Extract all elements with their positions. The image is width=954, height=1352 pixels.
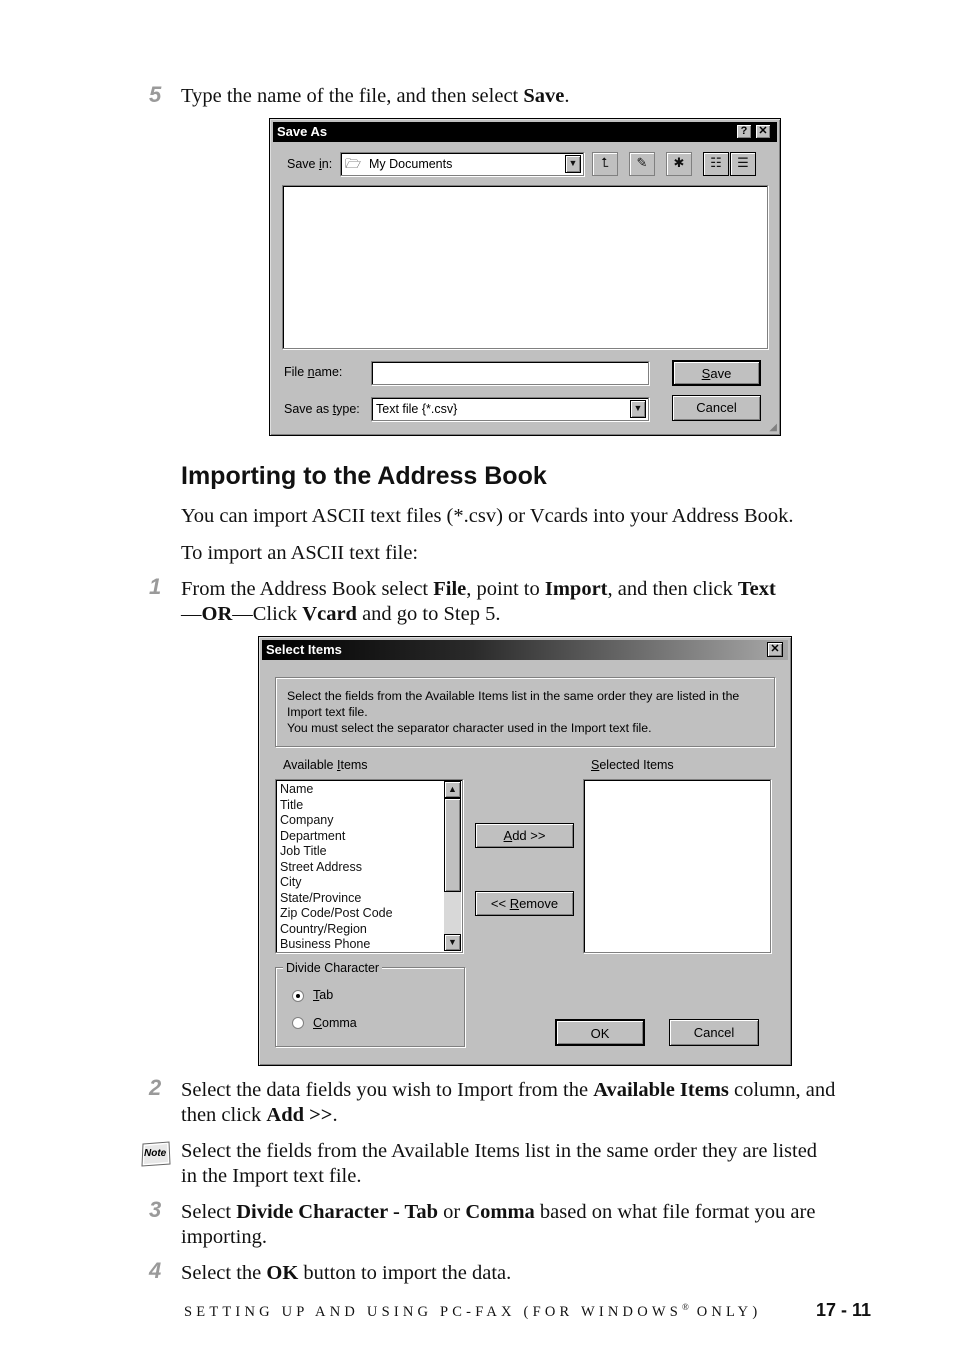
chevron-down-icon[interactable]: ▼ bbox=[630, 400, 646, 418]
available-items bbox=[280, 782, 393, 953]
file-name-label: File name: bbox=[284, 365, 343, 379]
step-1-text: From the Address Book select File, point to Import, and then click Text —OR—Click Vcard and go to Step 5. bbox=[181, 578, 776, 625]
chevron-down-icon[interactable]: ▼ bbox=[565, 155, 581, 173]
tab-radio[interactable] bbox=[292, 990, 304, 1002]
save-as-type-label: Save as type: bbox=[284, 402, 360, 416]
comma-label: Comma bbox=[313, 1016, 357, 1030]
available-items-label: Available Items bbox=[283, 758, 368, 772]
step-4-text: Select the OK button to import the data. bbox=[181, 1262, 512, 1284]
step-number: 2 bbox=[149, 1075, 162, 1100]
select-items-dialog bbox=[258, 636, 792, 1066]
step-3-text: Select Divide Character - Tab or Comma based on what file format you are importing. bbox=[181, 1201, 816, 1248]
divide-character-label: Divide Character bbox=[283, 961, 382, 975]
add-button[interactable]: Add >> bbox=[475, 823, 574, 848]
note-icon: Note bbox=[140, 1140, 172, 1168]
step-number: 4 bbox=[149, 1258, 162, 1283]
new-folder-icon[interactable]: ✱ bbox=[666, 152, 692, 176]
info-line: Import text file. bbox=[287, 705, 368, 719]
dialog-title: Save As bbox=[273, 122, 777, 142]
save-in-label: Save in: bbox=[287, 157, 333, 171]
info-line: Select the fields from the Available Items list in the same order they are listed in the bbox=[287, 689, 740, 703]
section-heading: Importing to the Address Book bbox=[181, 462, 547, 490]
close-button[interactable]: ✕ bbox=[755, 124, 771, 139]
up-folder-icon[interactable]: ⮤ bbox=[592, 152, 618, 176]
comma-radio[interactable] bbox=[292, 1017, 304, 1029]
remove-button[interactable]: << Remove bbox=[475, 891, 574, 916]
step-number: 3 bbox=[149, 1197, 162, 1222]
selected-items-label: Selected Items bbox=[591, 758, 674, 772]
info-box bbox=[275, 677, 775, 747]
list-item[interactable]: City bbox=[280, 875, 302, 889]
file-name-input[interactable] bbox=[371, 361, 649, 385]
ok-button[interactable]: OK bbox=[555, 1019, 645, 1046]
list-item[interactable]: Zip Code/Post Code bbox=[280, 906, 393, 920]
list-item[interactable]: Company bbox=[280, 813, 334, 827]
list-item[interactable]: State/Province bbox=[280, 890, 362, 905]
info-line: You must select the separator character used in the Import text file. bbox=[287, 721, 652, 735]
list-view-icon[interactable]: ☷ bbox=[703, 152, 729, 176]
list-item[interactable]: Country/Region bbox=[280, 921, 367, 936]
instruction-paragraph: To import an ASCII text file: bbox=[181, 542, 419, 564]
step-number: 5 bbox=[149, 82, 162, 107]
list-item[interactable]: Department bbox=[280, 828, 346, 843]
list-item[interactable]: Job Title bbox=[280, 844, 327, 858]
tab-label: Tab bbox=[313, 988, 334, 1002]
save-in-value: My Documents bbox=[369, 157, 453, 171]
step-2-text: Select the data fields you wish to Import from the Available Items column, and then click Add >>. bbox=[181, 1079, 836, 1126]
close-button[interactable]: ✕ bbox=[767, 642, 783, 657]
details-view-icon[interactable]: ☰ bbox=[730, 152, 756, 176]
available-items-list[interactable] bbox=[275, 779, 463, 953]
list-item[interactable]: Street Address bbox=[280, 859, 362, 874]
file-list-pane[interactable] bbox=[282, 185, 768, 349]
page-number: 17 - 11 bbox=[816, 1300, 872, 1320]
list-item[interactable]: Title bbox=[280, 797, 304, 812]
save-as-type-value: Text file {*.csv} bbox=[376, 402, 458, 416]
save-as-dialog bbox=[269, 118, 781, 436]
folder-icon: 🗁 bbox=[345, 157, 362, 172]
save-button[interactable]: Save bbox=[672, 360, 761, 386]
intro-paragraph: You can import ASCII text files (*.csv) or Vcards into your Address Book. bbox=[181, 505, 794, 527]
list-item[interactable]: Business Phone bbox=[280, 937, 371, 951]
scrollbar[interactable] bbox=[444, 781, 461, 951]
step-5-text: Type the name of the file, and then select Save. bbox=[181, 85, 570, 107]
save-in-dropdown[interactable] bbox=[340, 152, 584, 176]
scroll-thumb[interactable] bbox=[444, 798, 461, 892]
cancel-button[interactable]: Cancel bbox=[669, 1019, 759, 1046]
scroll-down-icon[interactable]: ▼ bbox=[444, 934, 461, 951]
list-item[interactable]: Name bbox=[280, 782, 314, 796]
dialog-title: Select Items bbox=[262, 640, 788, 660]
divide-character-group bbox=[275, 967, 465, 1047]
selected-items-list[interactable] bbox=[583, 779, 771, 953]
help-button[interactable]: ? bbox=[736, 124, 752, 139]
cancel-button[interactable]: Cancel bbox=[672, 395, 761, 421]
desktop-icon[interactable]: ✎ bbox=[629, 152, 655, 176]
step-number: 1 bbox=[149, 574, 162, 599]
running-footer: SETTING UP AND USING PC-FAX (FOR WINDOWS® ONLY) bbox=[184, 1302, 762, 1320]
resize-grip-icon[interactable]: ◢ bbox=[769, 422, 777, 433]
save-as-type-dropdown[interactable] bbox=[371, 397, 649, 421]
note-text: Select the fields from the Available Items list in the same order they are listed in the Import text file. bbox=[181, 1140, 818, 1187]
scroll-up-icon[interactable]: ▲ bbox=[444, 781, 461, 798]
